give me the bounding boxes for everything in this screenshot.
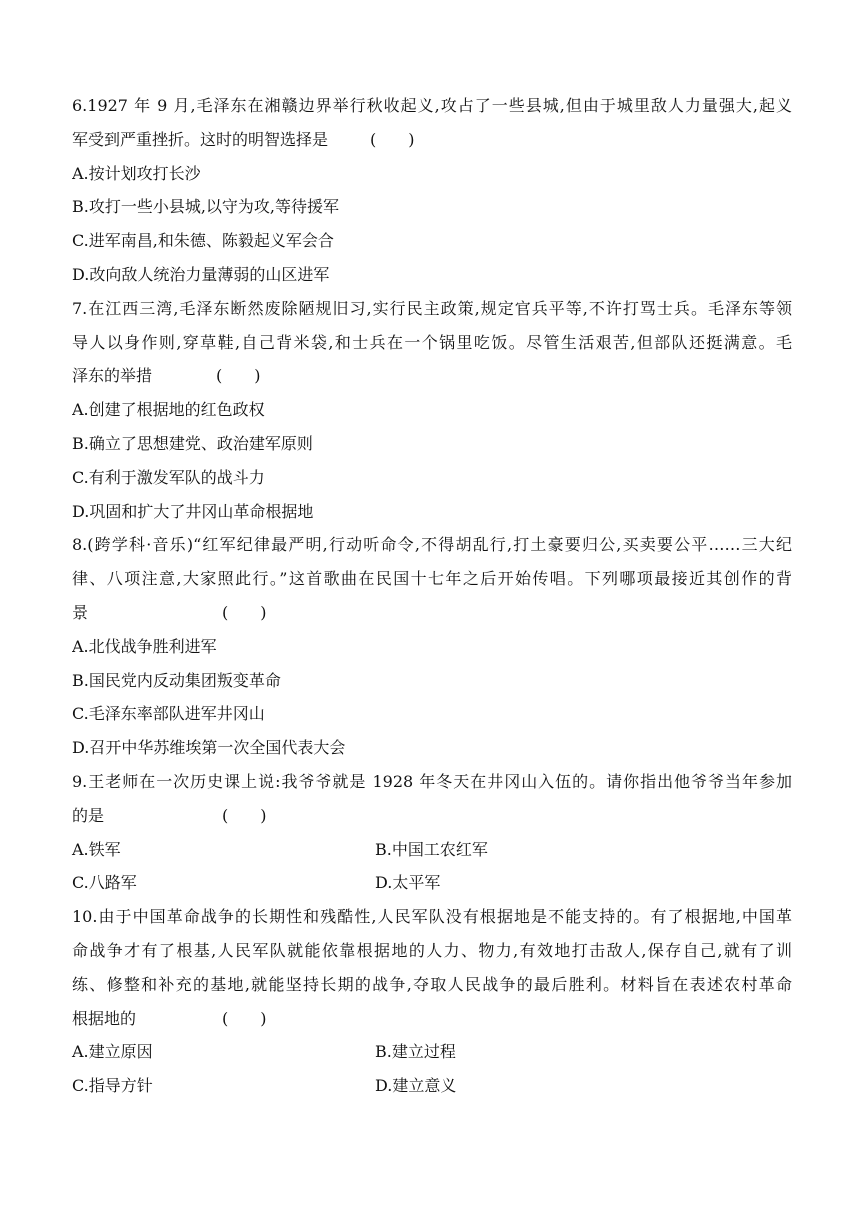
option-c: C.八路军 <box>72 873 137 893</box>
option-d: D.改向敌人统治力量薄弱的山区进军 <box>72 264 330 284</box>
question-stem-line <box>72 359 792 393</box>
question-stem-line: 7.在江西三湾,毛泽东断然废除陋规旧习,实行民主政策,规定官兵平等,不许打骂士兵。毛泽东等领 <box>72 298 792 318</box>
worksheet-page <box>72 89 792 1103</box>
question-stem-line <box>72 123 792 157</box>
answer-blank: ( ) <box>216 366 261 386</box>
question-stem-line: 6.1927 年 9 月,毛泽东在湘赣边界举行秋收起义,攻占了一些县城,但由于城里敌人力量强大,起义 <box>72 96 792 115</box>
option-a: A.北伐战争胜利进军 <box>72 636 217 656</box>
option-d: D.建立意义 <box>375 1076 457 1096</box>
question-stem-text: 泽东的举措 <box>72 366 153 386</box>
option-d: D.召开中华苏维埃第一次全国代表大会 <box>72 738 346 758</box>
option-b: B.确立了思想建党、政治建军原则 <box>72 433 313 453</box>
question-stem-line: 8.(跨学科·音乐)“红军纪律最严明,行动听命令,不得胡乱行,打土豪要归公,买卖要公平……三大纪 <box>72 535 792 555</box>
option-d: D.巩固和扩大了井冈山革命根据地 <box>72 501 314 521</box>
question-stem-text: 景 <box>72 602 89 622</box>
question-stem-line: 律、八项注意,大家照此行。”这首歌曲在民国十七年之后开始传唱。下列哪项最接近其创作的背 <box>72 569 792 589</box>
question-stem-line <box>72 596 792 630</box>
answer-blank: ( ) <box>222 1008 267 1028</box>
option-c: C.指导方针 <box>72 1076 153 1096</box>
question-9 <box>72 765 792 900</box>
question-stem-line: 练、修整和补充的基地,就能坚持长期的战争,夺取人民战争的最后胜利。材料旨在表述农村革命 <box>72 974 792 994</box>
answer-blank: ( ) <box>370 129 415 149</box>
question-stem-line <box>72 799 792 833</box>
question-stem-line <box>72 1002 792 1036</box>
option-b: B.攻打一些小县城,以守为攻,等待援军 <box>72 197 340 217</box>
option-d: D.太平军 <box>375 873 441 893</box>
option-a: A.建立原因 <box>72 1042 153 1062</box>
question-stem-text: 军受到严重挫折。这时的明智选择是 <box>72 129 329 149</box>
option-a: A.按计划攻打长沙 <box>72 163 201 183</box>
question-10 <box>72 900 792 1103</box>
question-stem-text: 根据地的 <box>72 1008 137 1028</box>
option-a: A.创建了根据地的红色政权 <box>72 400 265 420</box>
question-stem-line: 10.由于中国革命战争的长期性和残酷性,人民军队没有根据地是不能支持的。有了根据地,中国革 <box>72 907 792 927</box>
question-stem-line: 导人以身作则,穿草鞋,自己背米袋,和士兵在一个锅里吃饭。尽管生活艰苦,但部队还挺满意。毛 <box>72 332 792 352</box>
option-row <box>72 1069 792 1103</box>
option-row <box>72 866 792 900</box>
option-a: A.铁军 <box>72 839 121 859</box>
question-stem-text: 的是 <box>72 805 105 825</box>
option-row <box>72 833 792 867</box>
option-c: C.毛泽东率部队进军井冈山 <box>72 704 265 724</box>
answer-blank: ( ) <box>222 602 267 622</box>
option-c: C.有利于激发军队的战斗力 <box>72 467 265 487</box>
question-6 <box>72 89 792 292</box>
question-7 <box>72 292 792 529</box>
answer-blank: ( ) <box>222 805 267 825</box>
option-b: B.国民党内反动集团叛变革命 <box>72 670 281 690</box>
option-b: B.建立过程 <box>375 1042 456 1062</box>
option-row <box>72 1035 792 1069</box>
question-8 <box>72 528 792 765</box>
question-stem-line: 命战争才有了根基,人民军队就能依靠根据地的人力、物力,有效地打击敌人,保存自己,就有了训 <box>72 940 792 960</box>
option-c: C.进军南昌,和朱德、陈毅起义军会合 <box>72 231 334 251</box>
question-stem-line: 9.王老师在一次历史课上说:我爷爷就是 1928 年冬天在井冈山入伍的。请你指出他爷爷当年参加 <box>72 771 792 791</box>
option-b: B.中国工农红军 <box>375 839 488 859</box>
